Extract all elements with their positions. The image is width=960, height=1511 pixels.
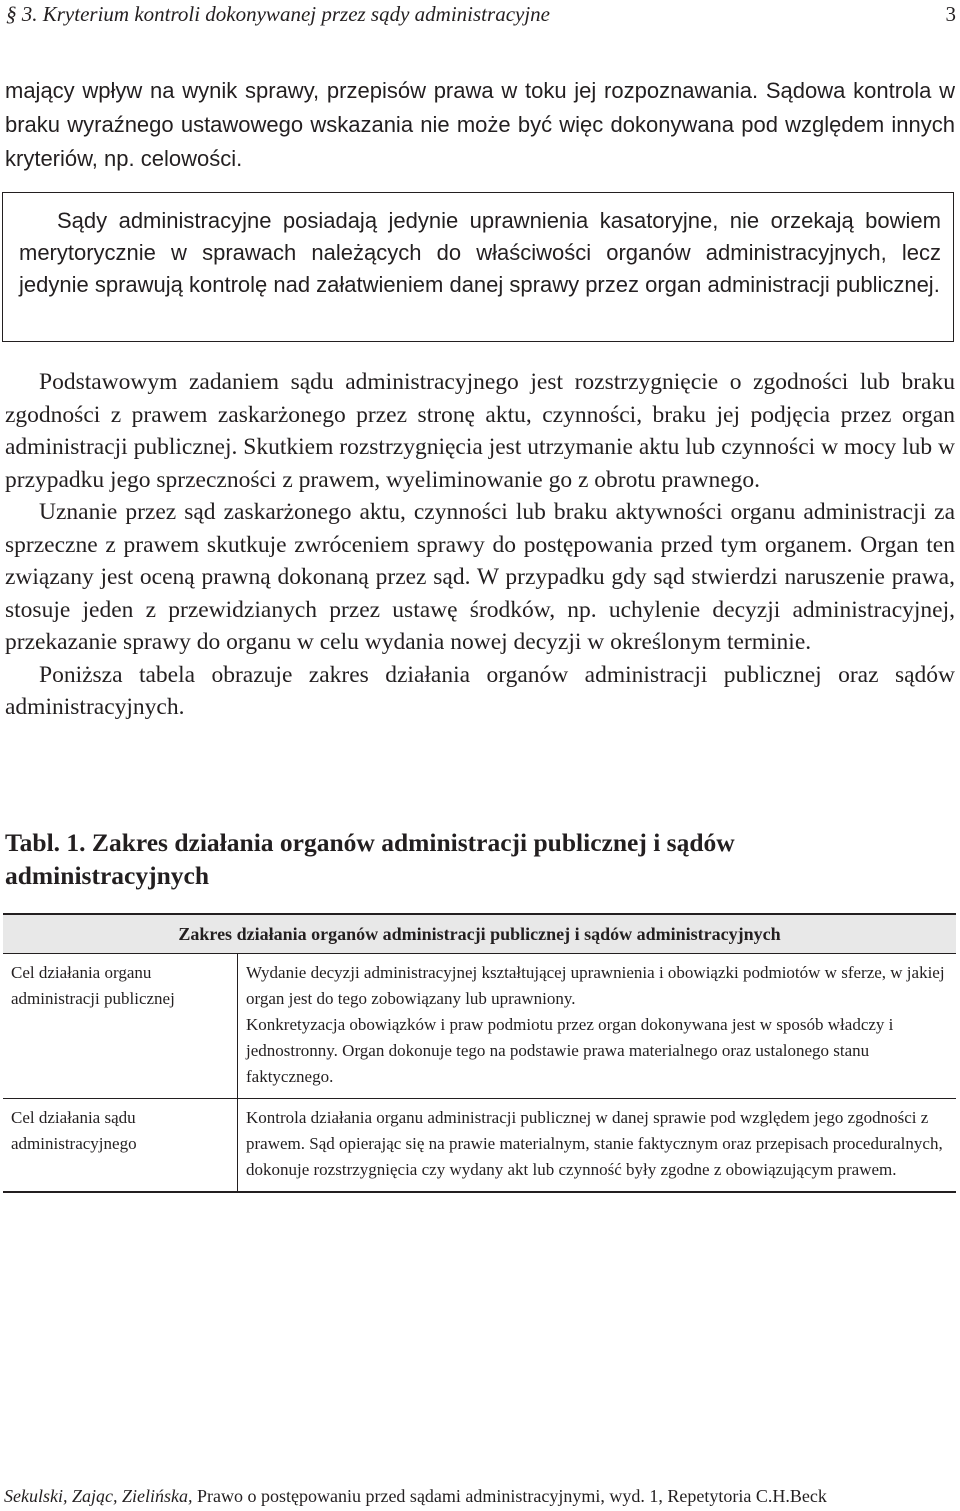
row-description <box>238 1099 957 1193</box>
paragraph: Poniższa tabela obrazuje zakres działania organów administracji publicznej oraz sądów administracyjnych. <box>5 661 955 720</box>
footer-authors: Sekulski, Zając, Zielińska, <box>4 1486 193 1506</box>
row-description-text: Kontrola działania organu administracji publicznej w danej sprawie pod względem jego zgodności z prawem. Sąd opierając się na prawie materialnym, stanie faktycznym oraz przepisach proceduralnych, dokonuje rozstrzygnięcia czy wydany akt lub czynność były zgodne z obowiązującym prawem. <box>246 1108 943 1179</box>
row-description <box>238 954 957 1099</box>
running-header <box>6 0 956 30</box>
paragraph: Uznanie przez sąd zaskarżonego aktu, czynności lub braku aktywności organu administracji za sprzeczne z prawem skutkuje zwróceniem sprawy do postępowania przed tym organem. Organ ten związany jest oceną prawną dokonaną przez sąd. W przypadku gdy sąd stwierdzi naruszenie prawa, stosuje jeden z przewidzianych przez ustawę środków, np. uchylenie decyzji administracyjnej, przekazanie sprawy do organu w celu wydania nowej decyzji w określonym terminie. <box>5 499 955 655</box>
table-caption: Tabl. 1. Zakres działania organów administracji publicznej i sądów administracyjnych <box>5 828 735 890</box>
body-text <box>5 366 955 724</box>
table-row <box>3 954 956 1099</box>
highlight-box-text: Sądy administracyjne posiadają jedynie uprawnienia kasatoryjne, nie orzekają bowiem merytorycznie w sprawach należących do właściwości organów administracyjnych, lecz jedynie sprawują kontrolę nad załatwieniem danej sprawy przez organ administracji publicznej. <box>19 208 941 297</box>
footer-publication: Prawo o postępowaniu przed sądami administracyjnymi, wyd. 1, Repetytoria C.H.Beck <box>196 1486 827 1506</box>
scope-table <box>3 913 956 1193</box>
row-description-text: Konkretyzacja obowiązków i praw podmiotu przez organ dokonywana jest w sposób władczy i jednostronny. Organ dokonuje tego na podstawie prawa materialnego oraz ustalonego stanu faktycznego. <box>246 1015 894 1086</box>
paragraph: Podstawowym zadaniem sądu administracyjnego jest rozstrzygnięcie o zgodności lub braku zgodności z prawem zaskarżonego przez stronę aktu, czynności, braku jej podjęcia przez organ administracji publicznej. Skutkiem rozstrzygnięcia jest utrzymanie aktu lub czynności w mocy lub w przypadku jego sprzeczności z prawem, wyeliminowanie go z obrotu prawnego. <box>5 369 955 493</box>
row-description-text: Wydanie decyzji administracyjnej kształtującej uprawnienia i obowiązki podmiotów w sferze, w jakiej organ jest do tego zobowiązany lub uprawniony. <box>246 963 945 1008</box>
page-footer <box>4 1484 956 1508</box>
chapter-title: § 3. Kryterium kontroli dokonywanej przez sądy administracyjne <box>6 2 550 26</box>
highlight-box <box>2 192 954 342</box>
page-number: 3 <box>945 2 956 26</box>
intro-paragraph: mający wpływ na wynik sprawy, przepisów prawa w toku jej rozpoznawania. Sądowa kontrola w braku wyraźnego ustawowego wskazania nie może być więc dokonywana pod względem innych kryteriów, np. celowości. <box>5 78 955 171</box>
row-label: Cel działania organu administracji publicznej <box>3 954 238 1099</box>
table-header: Zakres działania organów administracji publicznej i sądów administracyjnych <box>3 914 956 954</box>
table-row <box>3 1099 956 1193</box>
row-label: Cel działania sądu administracyjnego <box>3 1099 238 1193</box>
table-header-row <box>3 914 956 954</box>
